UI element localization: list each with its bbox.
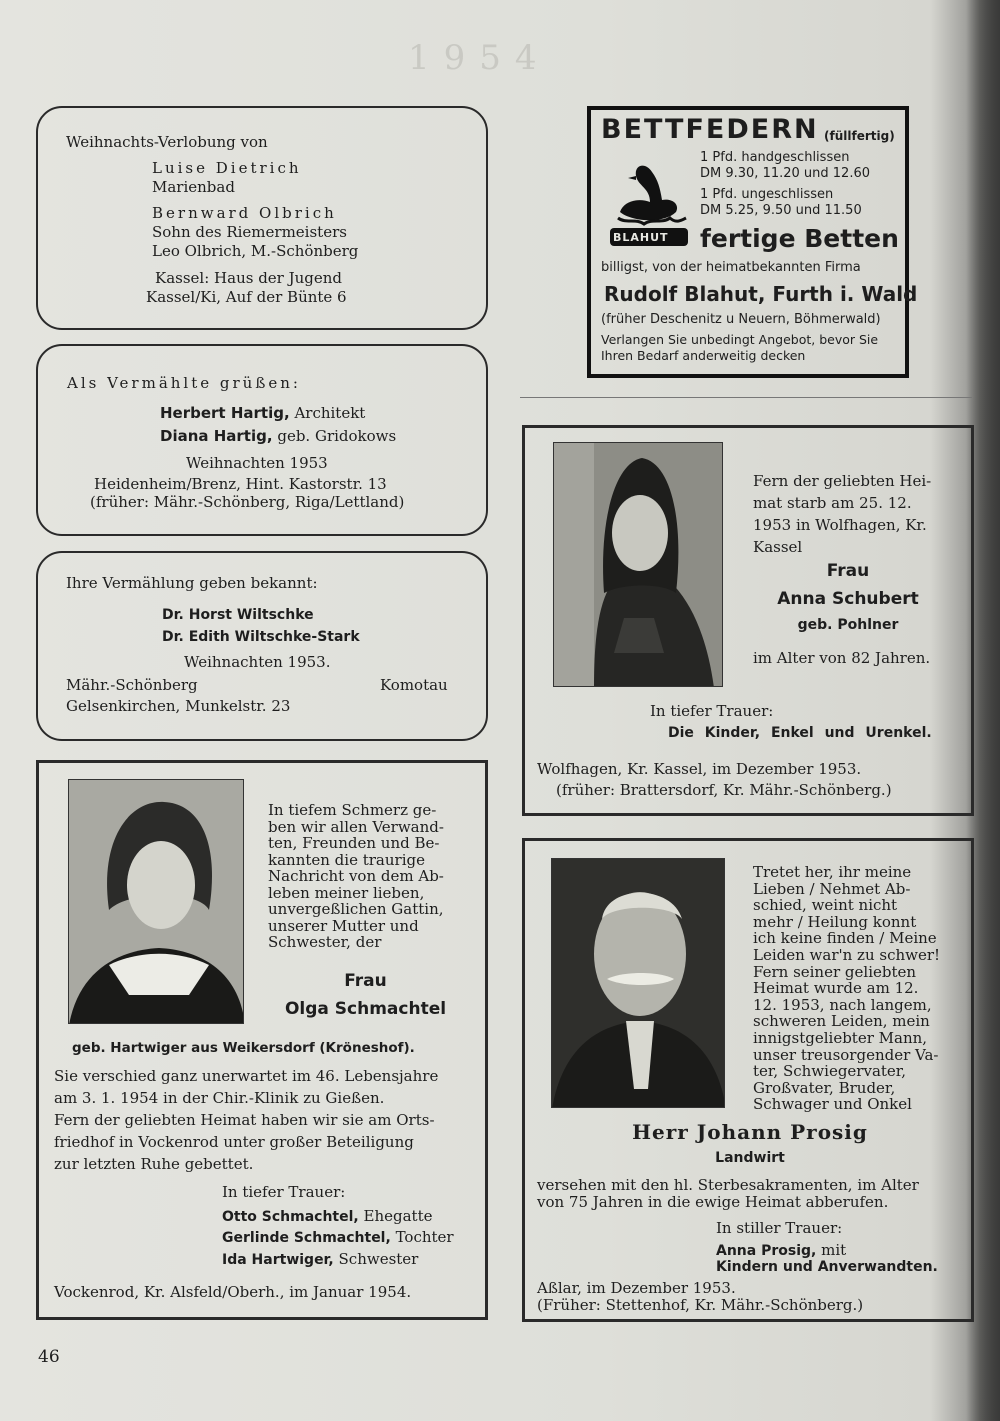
groom-line-2: Leo Olbrich, M.-Schönberg xyxy=(152,242,359,260)
ad-cta1: Verlangen Sie unbedingt Angebot, bevor Sie xyxy=(601,332,879,347)
wedding1-person2-name: Diana Hartig, xyxy=(160,427,273,445)
schmachtel-body xyxy=(54,1065,474,1175)
schubert-title: Frau xyxy=(826,561,870,581)
ad-line-cheap: billigst, von der heimatbekannten Firma xyxy=(601,260,861,275)
ad-logo-text: BLAHUT xyxy=(613,231,669,244)
schubert-birth-name: geb. Pohlner xyxy=(797,617,899,633)
wedding2-date: Weihnachten 1953. xyxy=(184,653,331,671)
mourner-relation: mit xyxy=(821,1241,847,1259)
schubert-mourners: Die Kinder, Enkel und Urenkel. xyxy=(668,725,932,741)
bride-place: Marienbad xyxy=(152,178,235,196)
prosig-text-line: Fern seiner geliebten xyxy=(753,962,917,981)
engagement-address-1: Kassel: Haus der Jugend xyxy=(155,269,343,287)
schmachtel-text-line: Schwester, der xyxy=(268,933,382,951)
schubert-text-line: Fern der geliebten Hei- xyxy=(753,472,932,490)
page-number: 46 xyxy=(38,1347,60,1367)
wedding2-address: Gelsenkirchen, Munkelstr. 23 xyxy=(66,697,291,715)
prosig-text-line: Lieben / Nehmet Ab- xyxy=(753,879,911,898)
ad-company: Rudolf Blahut, Furth i. Wald xyxy=(604,282,918,306)
wedding2-origin-left: Mähr.-Schönberg xyxy=(66,676,198,694)
portrait-silhouette-icon xyxy=(552,859,725,1108)
wedding1-person1-title: Architekt xyxy=(294,404,366,422)
bride-name: Luise Dietrich xyxy=(152,159,302,177)
wedding2-intro: Ihre Vermählung geben bekannt: xyxy=(66,574,318,592)
prosig-text-line: mehr / Heilung konnt xyxy=(753,912,917,931)
prosig-text-line: 12. 1953, nach langem, xyxy=(753,995,932,1014)
groom-name: Bernward Olbrich xyxy=(152,204,337,222)
column-divider xyxy=(520,397,972,398)
wedding1-address: Heidenheim/Brenz, Hint. Kastorstr. 13 xyxy=(94,475,387,493)
schmachtel-mourner-1 xyxy=(222,1207,432,1227)
prosig-place: Aßlar, im Dezember 1953. xyxy=(537,1279,736,1297)
schmachtel-text-line: kannten die traurige xyxy=(268,850,425,869)
prosig-occupation: Landwirt xyxy=(715,1150,785,1166)
ad-price1-line2: DM 9.30, 11.20 und 12.60 xyxy=(700,166,870,181)
schmachtel-text-line: Nachricht von dem Ab- xyxy=(268,867,444,885)
mourner-name: Otto Schmachtel, xyxy=(222,1209,359,1225)
ad-headline-note: (füllfertig) xyxy=(824,129,895,143)
portrait-photo-anna-schubert xyxy=(553,442,723,687)
mourner-name: Anna Prosig, xyxy=(716,1243,817,1259)
prosig-mourning-intro: In stiller Trauer: xyxy=(716,1219,843,1237)
prosig-body-line-2: von 75 Jahren in die ewige Heimat abberufen. xyxy=(537,1193,889,1211)
engagement-address-2: Kassel/Ki, Auf der Bünte 6 xyxy=(146,288,347,306)
schmachtel-text-line: In tiefem Schmerz ge- xyxy=(268,801,437,819)
engagement-intro: Weihnachts-Verlobung von xyxy=(66,133,268,151)
wedding1-person1 xyxy=(160,404,365,423)
wedding1-person2 xyxy=(160,427,396,446)
ad-cta2: Ihren Bedarf anderweitig decken xyxy=(601,348,806,363)
ad-subheadline: fertige Betten xyxy=(700,224,899,253)
schmachtel-body-line: zur letzten Ruhe gebettet. xyxy=(54,1155,254,1173)
prosig-text-line: Großvater, Bruder, xyxy=(753,1078,896,1097)
schmachtel-text-line: unserer Mutter und xyxy=(268,916,419,935)
prosig-mourner-2: Kindern und Anverwandten. xyxy=(716,1259,938,1275)
prosig-text-line: innigstgeliebter Mann, xyxy=(753,1028,928,1047)
schmachtel-body-line: friedhof in Vockenrod unter großer Beteiligung xyxy=(54,1133,414,1151)
schmachtel-text-line: ben wir allen Verwand- xyxy=(268,817,444,836)
prosig-body-line-1: versehen mit den hl. Sterbesakramenten, im Alter xyxy=(537,1176,919,1194)
schmachtel-mourner-2 xyxy=(222,1228,454,1248)
schubert-place: Wolfhagen, Kr. Kassel, im Dezember 1953. xyxy=(537,760,862,778)
wedding1-person1-name: Herbert Hartig, xyxy=(160,404,290,422)
portrait-photo-johann-prosig xyxy=(551,858,725,1108)
mourner-name: Ida Hartwiger, xyxy=(222,1252,334,1268)
groom-line-1: Sohn des Riemermeisters xyxy=(152,223,347,241)
prosig-text-line: schied, weint nicht xyxy=(753,896,898,915)
mourner-name: Gerlinde Schmachtel, xyxy=(222,1230,391,1246)
ad-price1-line1: 1 Pfd. handgeschlissen xyxy=(700,150,850,165)
mourner-relation: Schwester xyxy=(338,1250,419,1268)
wedding2-origin-right: Komotau xyxy=(380,676,448,694)
schubert-mourning-intro: In tiefer Trauer: xyxy=(650,702,774,720)
schmachtel-place: Vockenrod, Kr. Alsfeld/Oberh., im Januar 1954. xyxy=(54,1283,412,1301)
portrait-silhouette-icon xyxy=(554,443,723,687)
portrait-silhouette-icon xyxy=(69,780,244,1024)
wedding2-person1: Dr. Horst Wiltschke xyxy=(162,607,314,623)
prosig-former: (Früher: Stettenhof, Kr. Mähr.-Schönberg.) xyxy=(537,1296,864,1314)
wedding1-intro: Als Vermählte grüßen: xyxy=(67,374,301,392)
schmachtel-title: Frau xyxy=(344,971,387,991)
schubert-name: Anna Schubert xyxy=(777,589,919,609)
schmachtel-body-line: Fern der geliebten Heimat haben wir sie am Orts- xyxy=(54,1111,435,1129)
schubert-text-line: Kassel xyxy=(753,538,803,556)
prosig-text-line: unser treusorgender Va- xyxy=(753,1045,939,1064)
schmachtel-text-block xyxy=(268,802,463,951)
prosig-text-line: Heimat wurde am 12. xyxy=(753,979,919,998)
schubert-text-line: mat starb am 25. 12. xyxy=(753,494,912,512)
prosig-text-line: Schwager und Onkel xyxy=(753,1095,912,1114)
wedding1-date: Weihnachten 1953 xyxy=(186,454,328,472)
faded-header-year: 1954 xyxy=(408,38,551,78)
prosig-text-line: schweren Leiden, mein xyxy=(753,1012,930,1031)
schmachtel-body-line: Sie verschied ganz unerwartet im 46. Lebensjahre xyxy=(54,1067,439,1085)
schmachtel-birth-line: geb. Hartwiger aus Weikersdorf (Kröneshof). xyxy=(72,1040,415,1056)
schmachtel-text-line: ten, Freunden und Be- xyxy=(268,834,440,852)
wedding1-person2-title: geb. Gridokows xyxy=(277,427,397,445)
schubert-text-block xyxy=(753,470,948,558)
prosig-text-line: Tretet her, ihr meine xyxy=(753,863,912,881)
ad-former: (früher Deschenitz u Neuern, Böhmerwald) xyxy=(601,312,881,327)
portrait-photo-olga-schmachtel xyxy=(68,779,244,1024)
wedding2-person2: Dr. Edith Wiltschke-Stark xyxy=(162,629,360,645)
ad-price2-line2: DM 5.25, 9.50 und 11.50 xyxy=(700,203,862,218)
schubert-former: (früher: Brattersdorf, Kr. Mähr.-Schönberg.) xyxy=(556,781,892,799)
mourner-relation: Tochter xyxy=(395,1228,454,1246)
schubert-age: im Alter von 82 Jahren. xyxy=(753,649,931,667)
schmachtel-text-line: leben meiner lieben, xyxy=(268,883,425,902)
schmachtel-mourner-3 xyxy=(222,1250,418,1270)
schmachtel-body-line: am 3. 1. 1954 in der Chir.-Klinik zu Gießen. xyxy=(54,1089,385,1107)
prosig-text-line: ich keine finden / Meine xyxy=(753,929,937,948)
schmachtel-text-line: unvergeßlichen Gattin, xyxy=(268,900,444,918)
prosig-text-line: ter, Schwiegervater, xyxy=(753,1062,907,1081)
schmachtel-mourning-intro: In tiefer Trauer: xyxy=(222,1183,346,1201)
mourner-relation: Ehegatte xyxy=(363,1207,433,1225)
ad-headline: BETTFEDERN xyxy=(601,114,819,145)
ad-price2-line1: 1 Pfd. ungeschlissen xyxy=(700,187,834,202)
prosig-text-block xyxy=(753,864,948,1113)
schubert-text-line: 1953 in Wolfhagen, Kr. xyxy=(753,516,927,534)
wedding1-former: (früher: Mähr.-Schönberg, Riga/Lettland) xyxy=(90,493,405,511)
prosig-name: Herr Johann Prosig xyxy=(632,1120,868,1144)
prosig-text-line: Leiden war'n zu schwer! xyxy=(753,945,941,964)
schmachtel-name: Olga Schmachtel xyxy=(284,999,447,1019)
